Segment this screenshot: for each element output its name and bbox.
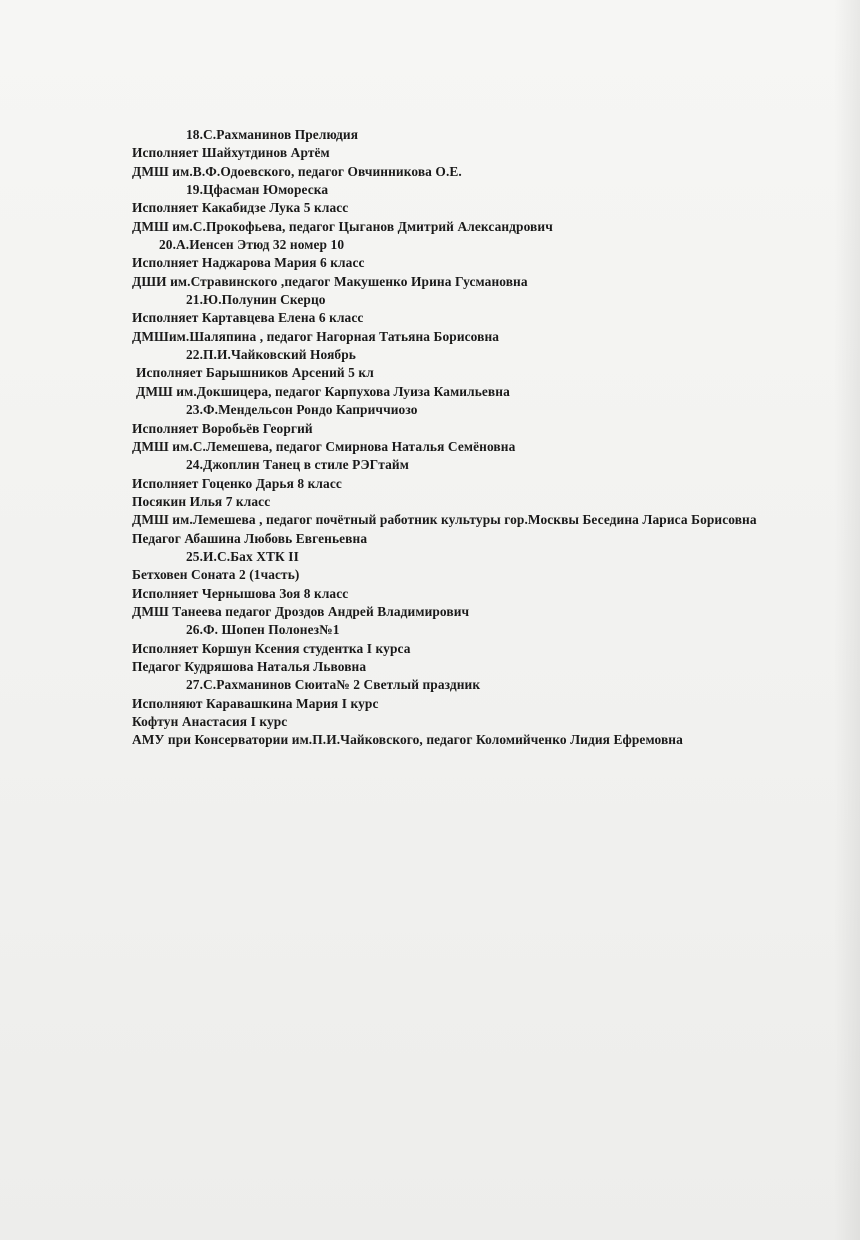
program-item-detail: ДМШ им.Лемешева , педагог почётный работник культуры гор.Москвы Беседина Лариса Борисовна [132, 512, 757, 528]
program-item-detail: ДМШ им.С.Лемешева, педагог Смирнова Наталья Семёновна [132, 438, 516, 454]
program-item-detail: ДМШ им.Докшицера, педагог Карпухова Луиза Камильевна [136, 383, 510, 399]
concert-program-list [132, 126, 812, 750]
program-item-detail: Исполняет Барышников Арсений 5 кл [136, 365, 374, 381]
program-item-detail: АМУ при Консерватории им.П.И.Чайковского, педагог Коломийченко Лидия Ефремовна [132, 732, 683, 748]
program-item-title: 27.С.Рахманинов Сюита№ 2 Светлый праздник [186, 677, 481, 693]
program-item-detail: Педагог Кудряшова Наталья Львовна [132, 658, 367, 674]
program-item-detail: Исполняет Наджарова Мария 6 класс [132, 255, 365, 271]
program-item-detail: Исполняет Шайхутдинов Артём [132, 145, 330, 161]
program-item-detail: Исполняет Коршун Ксения студентка I курса [132, 640, 411, 656]
program-item-title: 25.И.С.Бах ХТК II [186, 548, 299, 564]
program-item-title: 22.П.И.Чайковский Ноябрь [186, 347, 356, 363]
program-item-detail: Исполняют Каравашкина Мария I курс [132, 695, 379, 711]
program-item-detail: ДМШим.Шаляпина , педагог Нагорная Татьяна Борисовна [132, 328, 500, 344]
program-item-title: 24.Джоплин Танец в стиле РЭГтайм [186, 457, 409, 473]
program-item-title: 26.Ф. Шопен Полонез№1 [186, 622, 340, 638]
program-item-detail: Бетховен Соната 2 (1часть) [132, 567, 300, 583]
program-item-title: 20.А.Иенсен Этюд 32 номер 10 [159, 237, 345, 253]
program-item-detail: Исполняет Картавцева Елена 6 класс [132, 310, 364, 326]
program-item-detail: Исполняет Гоценко Дарья 8 класс [132, 475, 342, 491]
program-item-detail: Исполняет Воробьёв Георгий [132, 420, 313, 436]
program-item-detail: ДМШ им.В.Ф.Одоевского, педагог Овчинникова О.Е. [132, 163, 462, 179]
program-item-title: 21.Ю.Полунин Скерцо [186, 292, 326, 308]
program-item-detail: ДМШ Танеева педагог Дроздов Андрей Владимирович [132, 603, 470, 619]
page-edge-shadow [834, 0, 860, 1240]
program-item-detail: ДШИ им.Стравинского ,педагог Макушенко Ирина Гусмановна [132, 273, 528, 289]
program-item-title: 23.Ф.Мендельсон Рондо Каприччиозо [186, 402, 418, 418]
program-item-detail: Кофтун Анастасия I курс [132, 714, 288, 729]
program-item-detail: Посякин Илья 7 класс [132, 493, 271, 509]
program-item-title: 19.Цфасман Юмореска [186, 182, 329, 198]
program-item-detail: ДМШ им.С.Прокофьева, педагог Цыганов Дмитрий Александрович [132, 218, 553, 234]
program-item-title: 18.С.Рахманинов Прелюдия [186, 127, 359, 142]
program-item-detail: Исполняет Какабидзе Лука 5 класс [132, 200, 349, 216]
program-item-detail: Исполняет Чернышова Зоя 8 класс [132, 585, 349, 601]
program-item-detail: Педагог Абашина Любовь Евгеньевна [132, 530, 368, 546]
